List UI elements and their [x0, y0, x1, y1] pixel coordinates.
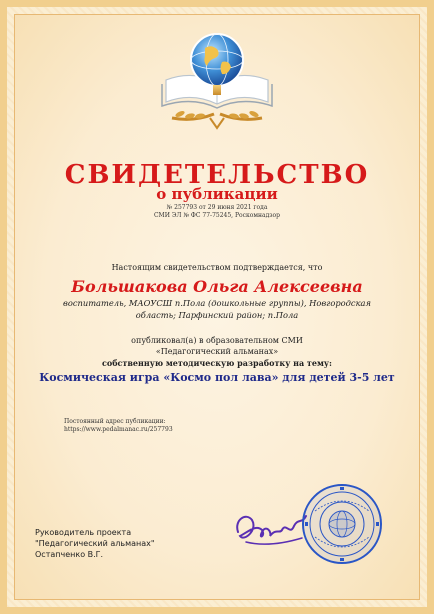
published-line: опубликовал(а) в образовательном СМИ	[131, 336, 303, 345]
signer-project: "Педагогический альманах"	[35, 539, 155, 548]
person-name: Большакова Ольга Алексеевна	[71, 277, 363, 296]
seal-stamp-icon	[301, 483, 383, 565]
signature-icon	[232, 502, 312, 554]
certificate-number: № 257793 от 29 июня 2021 года	[166, 204, 268, 211]
work-title: Космическая игра «Космо пол лава» для детей 3-5 лет	[39, 371, 395, 384]
work-type: собственную методическую разработку на тему:	[101, 358, 332, 368]
globe-emblem-icon	[148, 22, 286, 134]
signer-name: Остапченко В.Г.	[35, 550, 104, 559]
registration-info: СМИ ЭЛ № ФС 77-75245, Роскомнадзор	[153, 212, 281, 219]
certificate-title: СВИДЕТЕЛЬСТВО	[64, 160, 370, 190]
signer-role: Руководитель проекта	[35, 528, 132, 537]
person-position: воспитатель, МАОУСШ п.Пола (дошкольные группы), Новгородская область; Парфинский район; п.Пола	[63, 298, 371, 320]
address-label: Постоянный адрес публикации:	[64, 418, 166, 425]
certificate-subtitle: о публикации	[156, 185, 278, 203]
media-name: «Педагогический альманах»	[155, 347, 279, 356]
confirmation-text: Настоящим свидетельством подтверждается, что	[111, 263, 323, 272]
address-url: https://www.pedalmanac.ru/257793	[64, 426, 173, 433]
